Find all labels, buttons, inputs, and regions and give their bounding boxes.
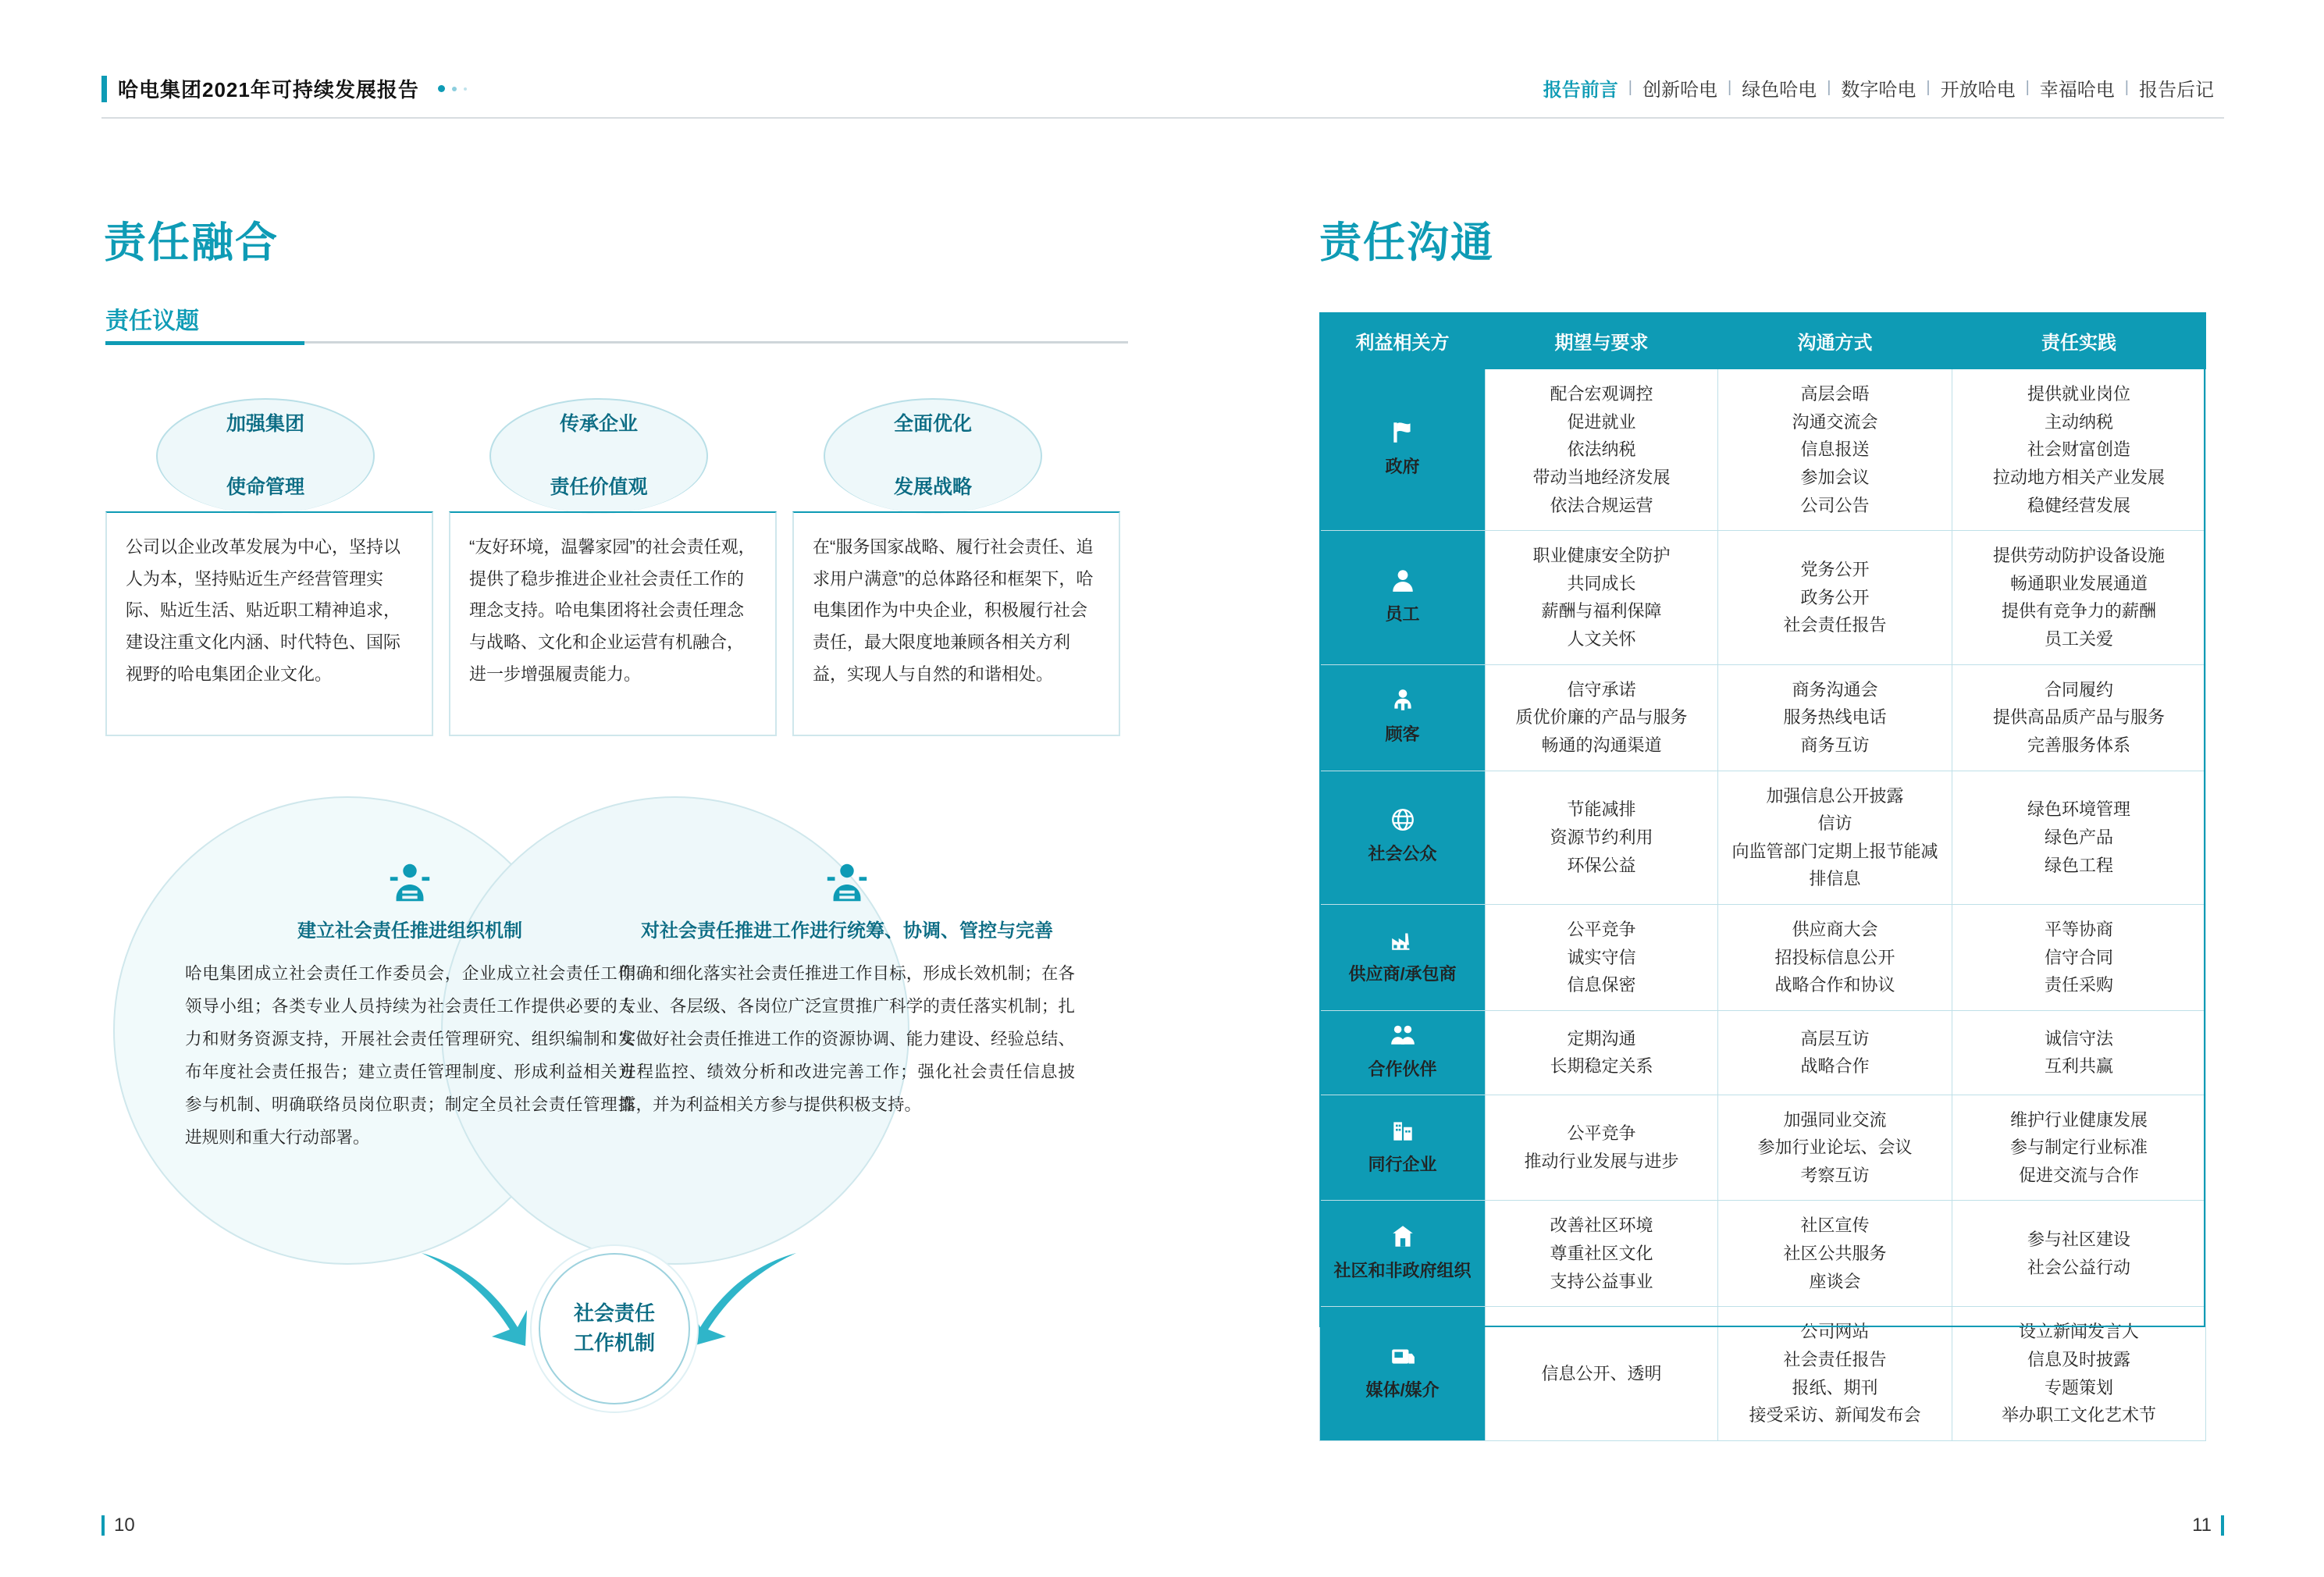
cell-line: 绿色环境管理 bbox=[2027, 799, 2130, 820]
header-left bbox=[101, 74, 467, 103]
stakeholder-practices-cell bbox=[1952, 905, 2206, 1011]
stakeholder-channels-cell bbox=[1718, 531, 1952, 665]
cell-line: 高层会晤 bbox=[1800, 384, 1870, 404]
building-icon bbox=[1326, 1117, 1479, 1144]
issue-header-1-line1: 加强集团 bbox=[226, 413, 304, 436]
cell-line: 诚实守信 bbox=[1567, 947, 1636, 967]
stakeholder-expectations-cell bbox=[1486, 905, 1718, 1011]
cell-line: 社会财富创造 bbox=[2027, 440, 2130, 460]
footer-tick bbox=[101, 1515, 105, 1536]
stakeholder-channels-cell bbox=[1718, 1095, 1952, 1201]
stakeholder-channels-cell bbox=[1718, 664, 1952, 771]
stakeholder-party-cell bbox=[1320, 1095, 1486, 1201]
left-sub-divider bbox=[105, 341, 1128, 344]
cell-line: 合同履约 bbox=[2044, 679, 2113, 700]
venn-right-body: 明确和细化落实社会责任推进工作目标，形成长效机制；在各专业、各层级、各岗位广泛宣贯推广科学的责任落实机制；扎实做好社会责任推进工作的资源协调、能力建设、经验总结、进程监控、绩效分析和改进完善工作；强化社会责任信息披露，并为利益相关方参与提供积极支持。 bbox=[619, 964, 1075, 1114]
stakeholder-party-cell bbox=[1320, 1307, 1486, 1441]
table-row bbox=[1320, 771, 2206, 905]
right-section-title: 责任沟通 bbox=[1319, 219, 1494, 266]
stakeholder-party-cell bbox=[1320, 369, 1486, 531]
issue-header-3-line2: 发展战略 bbox=[893, 475, 972, 498]
cell-line: 互利共赢 bbox=[2044, 1056, 2113, 1077]
stakeholder-practices-cell bbox=[1952, 1201, 2206, 1307]
cell-line: 绿色工程 bbox=[2044, 855, 2113, 875]
issue-header-3 bbox=[824, 398, 1042, 514]
cell-line: 平等协商 bbox=[2044, 920, 2113, 939]
cell-line: 报纸、期刊 bbox=[1792, 1377, 1878, 1397]
nav-item-0[interactable]: 报告前言 bbox=[1543, 80, 1618, 101]
stakeholder-expectations-cell bbox=[1486, 531, 1718, 665]
cell-line: 党务公开 bbox=[1800, 559, 1870, 579]
cell-line: 信守合同 bbox=[2044, 947, 2113, 967]
flag-icon bbox=[1326, 419, 1479, 446]
cell-line: 依法纳税 bbox=[1567, 440, 1636, 460]
page-number-left: 10 bbox=[114, 1515, 135, 1536]
cell-line: 信访 bbox=[1817, 813, 1852, 834]
cell-line: 社区宣传 bbox=[1800, 1216, 1870, 1236]
col-header-channels: 沟通方式 bbox=[1718, 313, 1952, 369]
venn-center-line2: 工作机制 bbox=[573, 1331, 655, 1355]
arrow-right-icon bbox=[683, 1249, 800, 1351]
cell-line: 责任采购 bbox=[2044, 975, 2113, 995]
nav-separator: | bbox=[1926, 79, 1931, 96]
cell-line: 社会公益行动 bbox=[2027, 1257, 2130, 1277]
stakeholder-channels-cell bbox=[1718, 1010, 1952, 1095]
cell-line: 资源节约利用 bbox=[1550, 827, 1653, 847]
cell-line: 政务公开 bbox=[1800, 587, 1870, 607]
cell-line: 推动行业发展与进步 bbox=[1524, 1151, 1679, 1171]
partners-icon bbox=[1326, 1022, 1479, 1048]
stakeholder-practices-cell bbox=[1952, 369, 2206, 531]
cell-line: 高层互访 bbox=[1800, 1028, 1870, 1048]
cell-line: 商务互访 bbox=[1800, 735, 1870, 755]
media-icon bbox=[1326, 1343, 1479, 1369]
stakeholder-channels-cell bbox=[1718, 905, 1952, 1011]
cell-line: 座谈会 bbox=[1809, 1271, 1861, 1291]
stakeholder-communication-table bbox=[1319, 312, 2205, 1441]
cell-line: 信息公开、透明 bbox=[1541, 1363, 1662, 1383]
cell-line: 诚信守法 bbox=[2044, 1028, 2113, 1048]
table-row bbox=[1320, 531, 2206, 665]
stakeholder-expectations-cell bbox=[1486, 771, 1718, 905]
table-row bbox=[1320, 369, 2206, 531]
cell-line: 提供高品质产品与服务 bbox=[1992, 707, 2165, 728]
stakeholder-expectations-cell bbox=[1486, 1095, 1718, 1201]
cell-line: 提供有竞争力的薪酬 bbox=[2001, 601, 2156, 621]
cell-line: 环保公益 bbox=[1567, 855, 1636, 875]
cell-line: 定期沟通 bbox=[1567, 1028, 1636, 1048]
stakeholder-practices-cell bbox=[1952, 531, 2206, 665]
stakeholder-party-cell bbox=[1320, 664, 1486, 771]
cell-line: 依法合规运营 bbox=[1550, 495, 1653, 515]
cell-line: 维护行业健康发展 bbox=[2009, 1109, 2148, 1130]
cell-line: 社会责任报告 bbox=[1783, 1349, 1887, 1369]
table-row bbox=[1320, 1010, 2206, 1095]
cell-line: 商务沟通会 bbox=[1792, 679, 1878, 700]
cell-line: 改善社区环境 bbox=[1550, 1216, 1653, 1236]
cell-line: 职业健康安全防护 bbox=[1532, 546, 1671, 566]
cell-line: 参与社区建设 bbox=[2027, 1230, 2130, 1250]
issue-header-3-line1: 全面优化 bbox=[893, 413, 972, 436]
issue-card-bodies bbox=[105, 511, 1128, 738]
nav-item-3[interactable]: 数字哈电 bbox=[1841, 80, 1916, 101]
cell-line: 接受采访、新闻发布会 bbox=[1749, 1405, 1921, 1426]
cell-line: 招投标信息公开 bbox=[1774, 947, 1895, 967]
footer-tick bbox=[2221, 1515, 2224, 1536]
stakeholder-party-label: 媒体/媒介 bbox=[1365, 1380, 1440, 1401]
cell-line: 公司公告 bbox=[1800, 495, 1870, 515]
cell-line: 社区公共服务 bbox=[1783, 1244, 1887, 1263]
cell-line: 畅通的沟通渠道 bbox=[1541, 735, 1662, 755]
person-gear-icon bbox=[605, 859, 1089, 907]
cell-line: 共同成长 bbox=[1567, 573, 1636, 593]
nav-separator: | bbox=[1827, 79, 1831, 96]
cell-line: 薪酬与福利保障 bbox=[1541, 601, 1662, 621]
header-report-title: 哈电集团2021年可持续发展报告 bbox=[118, 78, 419, 101]
stakeholder-party-label: 合作伙伴 bbox=[1368, 1059, 1437, 1079]
stakeholder-party-cell bbox=[1320, 1010, 1486, 1095]
cell-line: 设立新闻发言人 bbox=[2018, 1322, 2139, 1342]
person-gear-icon bbox=[168, 859, 652, 907]
cell-line: 参与制定行业标准 bbox=[2009, 1137, 2148, 1158]
stakeholder-practices-cell bbox=[1952, 664, 2206, 771]
issue-card-headers bbox=[105, 398, 1128, 515]
cell-line: 信息报送 bbox=[1800, 440, 1870, 460]
venn-right-title: 对社会责任推进工作进行统筹、协调、管控与完善 bbox=[641, 920, 1053, 942]
cell-line: 完善服务体系 bbox=[2027, 735, 2130, 755]
nav-item-5[interactable]: 幸福哈电 bbox=[2039, 80, 2115, 101]
page-number-right: 11 bbox=[2192, 1515, 2212, 1536]
stakeholder-party-label: 员工 bbox=[1385, 604, 1420, 625]
stakeholder-party-label: 社区和非政府组织 bbox=[1333, 1260, 1472, 1280]
issue-header-1 bbox=[156, 398, 375, 514]
nav-item-4[interactable]: 开放哈电 bbox=[1940, 80, 2016, 101]
cell-line: 支持公益事业 bbox=[1550, 1271, 1653, 1291]
stakeholder-expectations-cell bbox=[1486, 664, 1718, 771]
left-sub-title: 责任议题 bbox=[105, 308, 199, 334]
stakeholder-channels-cell bbox=[1718, 369, 1952, 531]
cell-line: 社会责任报告 bbox=[1783, 615, 1887, 635]
table-header-row bbox=[1320, 313, 2206, 369]
cell-line: 公司网站 bbox=[1800, 1322, 1870, 1342]
venn-left-title: 建立社会责任推进组织机制 bbox=[297, 920, 522, 942]
cell-line: 长期稳定关系 bbox=[1550, 1056, 1653, 1077]
stakeholder-party-label: 顾客 bbox=[1385, 724, 1420, 744]
cell-line: 拉动地方相关产业发展 bbox=[1992, 467, 2165, 487]
issue-body-3: 在“服务国家战略、履行社会责任、追求用户满意”的总体路径和框架下，哈电集团作为中央企业，积极履行社会责任，最大限度地兼顾各相关方利益，实现人与自然的和谐相处。 bbox=[792, 511, 1120, 736]
cell-line: 提供劳动防护设备设施 bbox=[1992, 546, 2165, 566]
handshake-icon bbox=[1326, 687, 1479, 714]
cell-line: 参加会议 bbox=[1800, 467, 1870, 487]
stakeholder-channels-cell bbox=[1718, 771, 1952, 905]
cell-line: 战略合作和协议 bbox=[1774, 975, 1895, 995]
table-row bbox=[1320, 905, 2206, 1011]
cell-line: 信息及时披露 bbox=[2027, 1349, 2130, 1369]
stakeholder-channels-cell bbox=[1718, 1307, 1952, 1441]
venn-center-label bbox=[539, 1253, 690, 1404]
nav-separator: | bbox=[2025, 79, 2030, 96]
venn-diagram bbox=[105, 781, 1128, 1355]
header-accent-bar bbox=[101, 76, 107, 102]
footer-right bbox=[2192, 1515, 2224, 1536]
stakeholder-expectations-cell bbox=[1486, 1307, 1718, 1441]
stakeholder-party-label: 社会公众 bbox=[1368, 844, 1437, 864]
stakeholder-party-label: 政府 bbox=[1385, 456, 1420, 476]
header-nav bbox=[1533, 74, 2224, 101]
table-body bbox=[1320, 369, 2206, 1441]
nav-separator: | bbox=[2124, 79, 2129, 96]
cell-line: 人文关怀 bbox=[1567, 629, 1636, 649]
cell-line: 配合宏观调控 bbox=[1550, 384, 1653, 404]
cell-line: 员工关爱 bbox=[2044, 629, 2113, 649]
stakeholder-party-label: 供应商/承包商 bbox=[1348, 964, 1457, 984]
cell-line: 公平竞争 bbox=[1567, 920, 1636, 939]
stakeholder-channels-cell bbox=[1718, 1201, 1952, 1307]
user-icon bbox=[1326, 567, 1479, 593]
nav-separator: | bbox=[1628, 79, 1632, 96]
issue-body-1: 公司以企业改革发展为中心，坚持以人为本，坚持贴近生产经营管理实际、贴近生活、贴近职工精神追求，建设注重文化内涵、时代特色、国际视野的哈电集团企业文化。 bbox=[105, 511, 433, 736]
left-section-title: 责任融合 bbox=[104, 219, 279, 266]
venn-content-left bbox=[168, 796, 652, 1155]
stakeholder-party-cell bbox=[1320, 531, 1486, 665]
stakeholder-expectations-cell bbox=[1486, 369, 1718, 531]
cell-line: 参加行业论坛、会议 bbox=[1757, 1137, 1913, 1158]
stakeholder-practices-cell bbox=[1952, 771, 2206, 905]
nav-item-6[interactable]: 报告后记 bbox=[2139, 80, 2214, 101]
venn-left-body: 哈电集团成立社会责任工作委员会，企业成立社会责任工作领导小组；各类专业人员持续为社会责任工作提供必要的人力和财务资源支持，开展社会责任管理研究、组织编制和发布年度社会责任报告；建立责任管理制度、形成利益相关方参与机制、明确联络员岗位职责；制定全员社会责任管理推进规则和重大行动部署。 bbox=[185, 964, 635, 1147]
col-header-party: 利益相关方 bbox=[1320, 313, 1486, 369]
cell-line: 服务热线电话 bbox=[1783, 707, 1887, 728]
cell-line: 促进就业 bbox=[1567, 411, 1636, 432]
cell-line: 信守承诺 bbox=[1567, 679, 1636, 700]
table-row bbox=[1320, 1307, 2206, 1441]
header-divider bbox=[101, 117, 2224, 119]
col-header-practices: 责任实践 bbox=[1952, 313, 2206, 369]
cell-line: 考察互访 bbox=[1800, 1165, 1870, 1185]
issue-header-1-line2: 使命管理 bbox=[226, 475, 304, 498]
cell-line: 稳健经营发展 bbox=[2027, 495, 2130, 515]
table-row bbox=[1320, 1095, 2206, 1201]
venn-center-line1: 社会责任 bbox=[573, 1301, 655, 1326]
cell-line: 尊重社区文化 bbox=[1550, 1244, 1653, 1263]
cell-line: 举办职工文化艺术节 bbox=[2001, 1405, 2156, 1426]
cell-line: 质优价廉的产品与服务 bbox=[1515, 707, 1688, 728]
cell-line: 信息保密 bbox=[1567, 975, 1636, 995]
cell-line: 供应商大会 bbox=[1792, 920, 1878, 939]
stakeholder-party-cell bbox=[1320, 905, 1486, 1011]
community-icon bbox=[1326, 1223, 1479, 1250]
cell-line: 向监管部门定期上报节能减排信息 bbox=[1731, 841, 1938, 889]
footer-left bbox=[101, 1515, 135, 1536]
globe-icon bbox=[1326, 806, 1479, 833]
cell-line: 绿色产品 bbox=[2044, 827, 2113, 847]
stakeholder-party-cell bbox=[1320, 1201, 1486, 1307]
arrow-left-icon bbox=[418, 1249, 535, 1351]
cell-line: 节能减排 bbox=[1567, 799, 1636, 820]
cell-line: 畅通职业发展通道 bbox=[2009, 573, 2148, 593]
stakeholder-expectations-cell bbox=[1486, 1201, 1718, 1307]
col-header-expectations: 期望与要求 bbox=[1486, 313, 1718, 369]
stakeholder-party-cell bbox=[1320, 771, 1486, 905]
cell-line: 带动当地经济发展 bbox=[1532, 467, 1671, 487]
cell-line: 主动纳税 bbox=[2044, 411, 2113, 432]
stakeholder-practices-cell bbox=[1952, 1010, 2206, 1095]
cell-line: 战略合作 bbox=[1800, 1056, 1870, 1077]
stakeholder-practices-cell bbox=[1952, 1095, 2206, 1201]
header-dots-decoration bbox=[438, 85, 467, 92]
stakeholder-party-label: 同行企业 bbox=[1368, 1154, 1437, 1174]
issue-body-2: “友好环境，温馨家园”的社会责任观，提供了稳步推进企业社会责任工作的理念支持。哈电集团将社会责任理念与战略、文化和企业运营有机融合，进一步增强履责能力。 bbox=[449, 511, 777, 736]
nav-separator: | bbox=[1727, 79, 1732, 96]
cell-line: 专题策划 bbox=[2044, 1377, 2113, 1397]
cell-line: 沟通交流会 bbox=[1792, 411, 1878, 432]
cell-line: 促进交流与合作 bbox=[2018, 1165, 2139, 1185]
venn-content-right bbox=[605, 796, 1089, 1122]
factory-icon bbox=[1326, 927, 1479, 953]
issue-header-2-line2: 责任价值观 bbox=[550, 475, 648, 498]
cell-line: 公平竞争 bbox=[1567, 1123, 1636, 1144]
issue-header-2 bbox=[489, 398, 708, 514]
stakeholder-expectations-cell bbox=[1486, 1010, 1718, 1095]
nav-item-2[interactable]: 绿色哈电 bbox=[1742, 80, 1817, 101]
table-row bbox=[1320, 1201, 2206, 1307]
nav-item-1[interactable]: 创新哈电 bbox=[1642, 80, 1717, 101]
cell-line: 加强信息公开披露 bbox=[1766, 785, 1904, 806]
issue-header-2-line1: 传承企业 bbox=[559, 413, 638, 436]
table-row bbox=[1320, 664, 2206, 771]
stakeholder-practices-cell bbox=[1952, 1307, 2206, 1441]
cell-line: 提供就业岗位 bbox=[2027, 384, 2130, 404]
cell-line: 加强同业交流 bbox=[1783, 1109, 1887, 1130]
